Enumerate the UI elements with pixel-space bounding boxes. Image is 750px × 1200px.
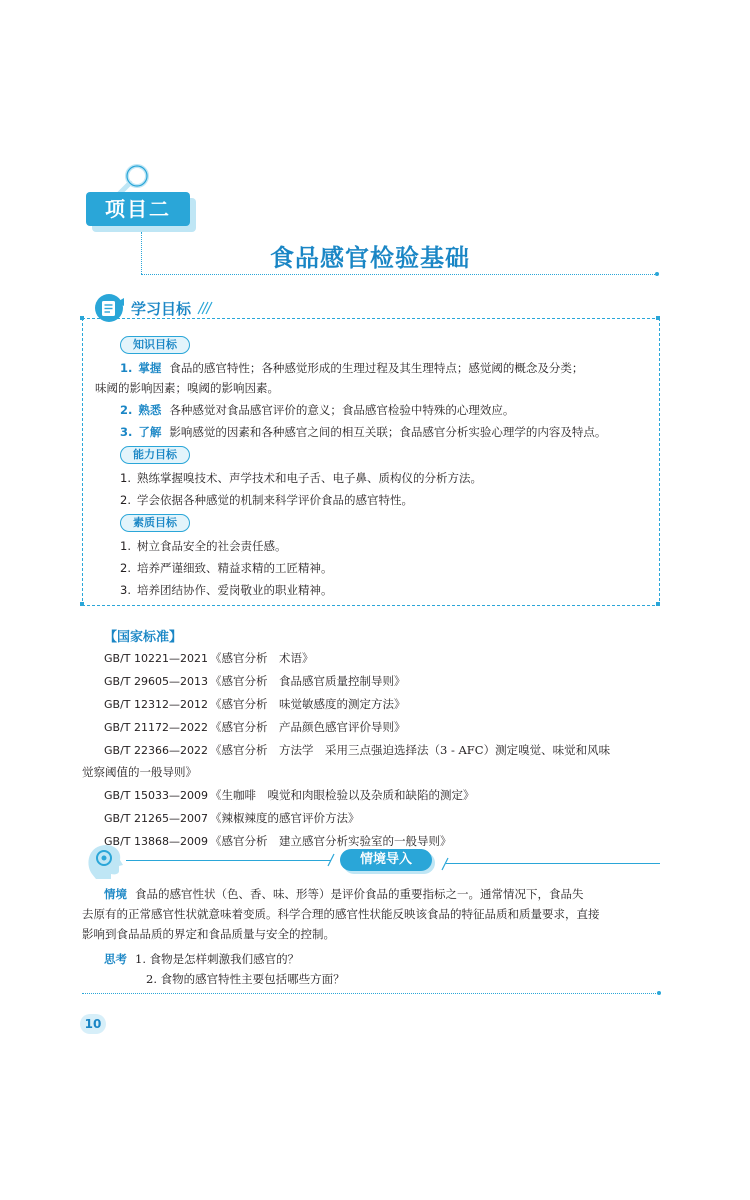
scenario-badge: 情境导入 xyxy=(340,849,432,871)
quality-item: 1. 树立食品安全的社会责任感。 xyxy=(120,539,287,553)
quality-objectives-label: 素质目标 xyxy=(120,514,190,532)
page-number: 10 xyxy=(80,1014,106,1034)
quality-item: 3. 培养团结协作、爱岗敬业的职业精神。 xyxy=(120,583,333,597)
objectives-heading: 学习目标 xyxy=(131,300,192,318)
project-badge xyxy=(86,192,196,232)
standard-item: GB/T 15033—2009 《生咖啡 嗅觉和肉眼检验以及杂质和缺陷的测定》 xyxy=(104,788,475,802)
divider xyxy=(446,863,660,864)
divider xyxy=(141,232,142,274)
standards-heading: 【国家标准】 xyxy=(104,630,183,645)
project-badge-label: 项目二 xyxy=(86,192,190,226)
knowledge-item: 2. 熟悉 各种感觉对食品感官评价的意义；食品感官检验中特殊的心理效应。 xyxy=(120,403,515,417)
ability-item: 2. 学会依据各种感觉的机制来科学评价食品的感官特性。 xyxy=(120,493,413,507)
standard-item: GB/T 22366—2022 《感官分析 方法学 采用三点强迫选择法（3 - AFC）测定嗅觉、味觉和风味 xyxy=(104,743,611,757)
divider xyxy=(141,274,657,275)
decorative-slashes xyxy=(196,301,214,315)
quality-item: 2. 培养严谨细致、精益求精的工匠精神。 xyxy=(120,561,333,575)
divider xyxy=(82,993,658,994)
standard-item: GB/T 21172—2022 《感官分析 产品颜色感官评价导则》 xyxy=(104,720,406,734)
knowledge-item-continued: 味阈的影响因素；嗅阈的影响因素。 xyxy=(95,381,279,395)
scenario-paragraph: 情境 食品的感官性状（色、香、味、形等）是评价食品的重要指标之一。通常情况下，食品失 去原有的正常感官性状就意味着变质。科学合理的感官性状能反映该食品的特征品质和质量要求，直接 影响到食品品质的界定和食品质量与安全的控制。 xyxy=(82,887,600,941)
standard-item: GB/T 29605—2013 《感官分析 食品感官质量控制导则》 xyxy=(104,674,406,688)
think-question: 2. 食物的感官特性主要包括哪些方面？ xyxy=(146,972,345,986)
thinking-head-icon xyxy=(84,840,126,880)
standard-item-continued: 觉察阈值的一般导则》 xyxy=(82,765,197,779)
standard-item: GB/T 13868—2009 《感官分析 建立感官分析实验室的一般导则》 xyxy=(104,834,452,848)
standard-item: GB/T 21265—2007 《辣椒辣度的感官评价方法》 xyxy=(104,811,360,825)
ability-objectives-label: 能力目标 xyxy=(120,446,190,464)
standard-item: GB/T 12312—2012 《感官分析 味觉敏感度的测定方法》 xyxy=(104,697,406,711)
divider xyxy=(126,860,331,861)
knowledge-objectives-label: 知识目标 xyxy=(120,336,190,354)
chapter-title: 食品感官检验基础 xyxy=(270,244,470,272)
standard-item: GB/T 10221—2021 《感官分析 术语》 xyxy=(104,651,314,665)
knowledge-item: 3. 了解 影响感觉的因素和各种感官之间的相互关联；食品感官分析实验心理学的内容及特点。 xyxy=(120,425,607,439)
knowledge-item: 1. 掌握 食品的感官特性；各种感觉形成的生理过程及其生理特点；感觉阈的概念及分类； xyxy=(120,361,584,375)
think-question: 思考 1. 食物是怎样刺激我们感官的？ xyxy=(104,952,300,966)
ability-item: 1. 熟练掌握嗅技术、声学技术和电子舌、电子鼻、质构仪的分析方法。 xyxy=(120,471,482,485)
